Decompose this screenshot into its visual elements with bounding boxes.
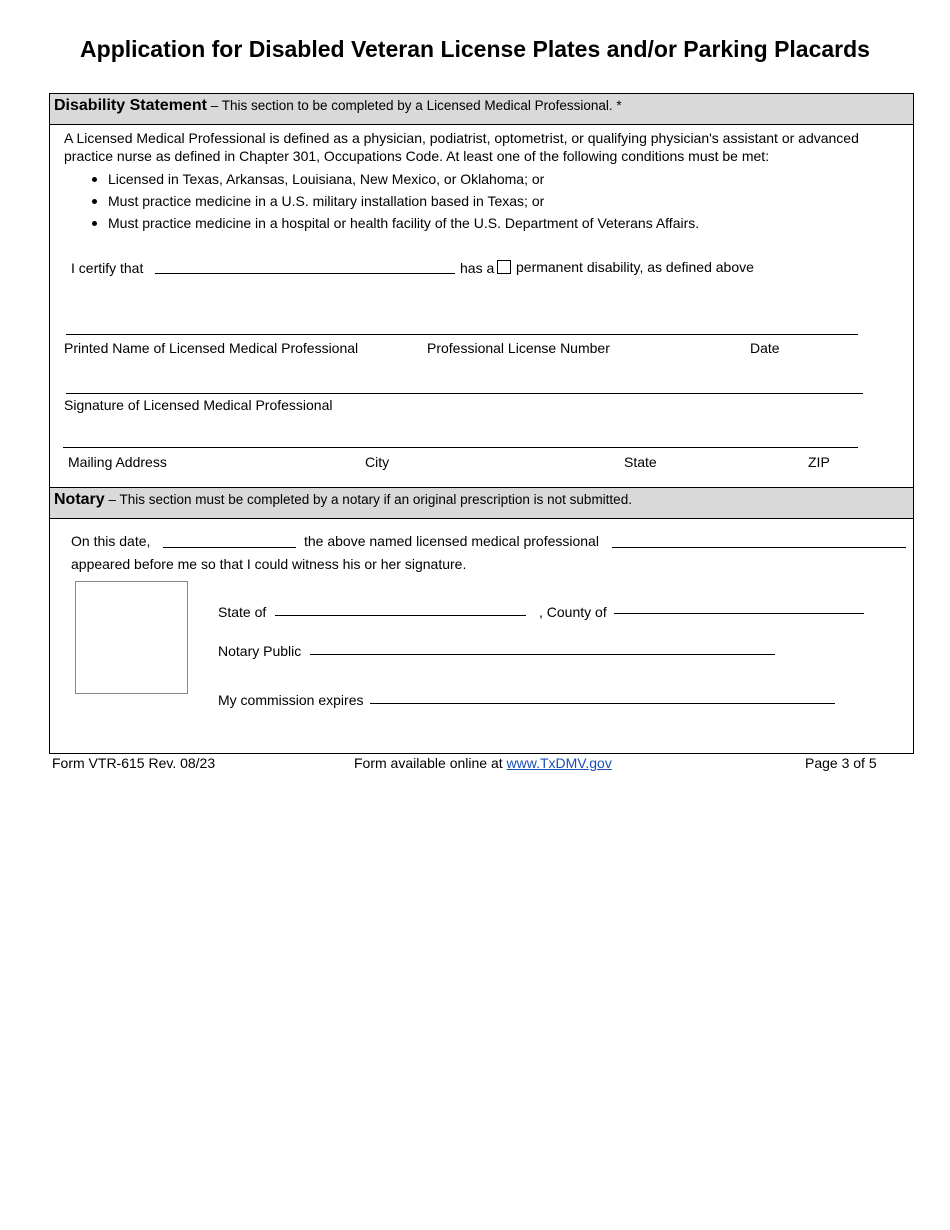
appeared-text: appeared before me so that I could witness his or her signature.: [71, 556, 467, 572]
certify-name-field[interactable]: [155, 273, 455, 274]
form-available-text: Form available online at www.TxDMV.gov: [354, 755, 612, 771]
disability-heading-note: – This section to be completed by a Licensed Medical Professional. *: [206, 98, 622, 113]
page-number: Page 3 of 5: [805, 755, 877, 771]
condition-item: Must practice medicine in a hospital or health facility of the U.S. Department of Veterans Affairs.: [108, 215, 700, 231]
signature-label: Signature of Licensed Medical Professional: [64, 397, 333, 413]
notary-section-header: [50, 488, 913, 519]
county-of-field[interactable]: [614, 613, 864, 614]
permanent-disability-label: permanent disability, as defined above: [516, 259, 754, 275]
bullet-icon: [92, 199, 97, 204]
bullet-icon: [92, 221, 97, 226]
state-of-field[interactable]: [275, 615, 526, 616]
condition-item: Licensed in Texas, Arkansas, Louisiana, New Mexico, or Oklahoma; or: [108, 171, 545, 187]
city-label: City: [365, 454, 390, 470]
state-of-label: State of: [218, 604, 267, 620]
date-label: Date: [750, 340, 780, 356]
notary-heading-note: – This section must be completed by a notary if an original prescription is not submitted.: [104, 492, 632, 507]
notary-heading: Notary: [54, 491, 105, 508]
signature-line[interactable]: [66, 393, 863, 394]
intro-line-1: A Licensed Medical Professional is defined as a physician, podiatrist, optometrist, or qualifying physician's assistant or advanced: [64, 130, 859, 146]
intro-line-2: practice nurse as defined in Chapter 301, Occupations Code. At least one of the following conditions must be met:: [64, 148, 770, 164]
notary-date-field[interactable]: [163, 547, 296, 548]
printed-name-label: Printed Name of Licensed Medical Professional: [64, 340, 359, 356]
zip-label: ZIP: [808, 454, 830, 470]
txdmv-link[interactable]: www.TxDMV.gov: [506, 755, 612, 771]
disability-heading: Disability Statement: [54, 97, 207, 114]
mailing-address-line[interactable]: [63, 447, 858, 448]
notary-public-label: Notary Public: [218, 643, 302, 659]
page-title: Application for Disabled Veteran License Plates and/or Parking Placards: [80, 36, 870, 62]
disability-section-header: [50, 94, 913, 125]
notary-public-field[interactable]: [310, 654, 775, 655]
permanent-disability-checkbox[interactable]: [497, 260, 511, 274]
mailing-address-label: Mailing Address: [68, 454, 167, 470]
state-label: State: [624, 454, 657, 470]
notary-seal-box: [75, 581, 188, 694]
county-of-label: , County of: [539, 604, 607, 620]
printed-name-line[interactable]: [66, 334, 858, 335]
professional-name-field[interactable]: [612, 547, 906, 548]
form-id: Form VTR-615 Rev. 08/23: [52, 755, 216, 771]
above-named-label: the above named licensed medical professional: [304, 533, 599, 549]
bullet-icon: [92, 177, 97, 182]
commission-expires-field[interactable]: [370, 703, 835, 704]
commission-expires-label: My commission expires: [218, 692, 364, 708]
has-a-label: has a: [460, 260, 495, 276]
condition-item: Must practice medicine in a U.S. military installation based in Texas; or: [108, 193, 545, 209]
license-number-label: Professional License Number: [427, 340, 610, 356]
certify-label: I certify that: [71, 260, 144, 276]
on-this-date-label: On this date,: [71, 533, 151, 549]
